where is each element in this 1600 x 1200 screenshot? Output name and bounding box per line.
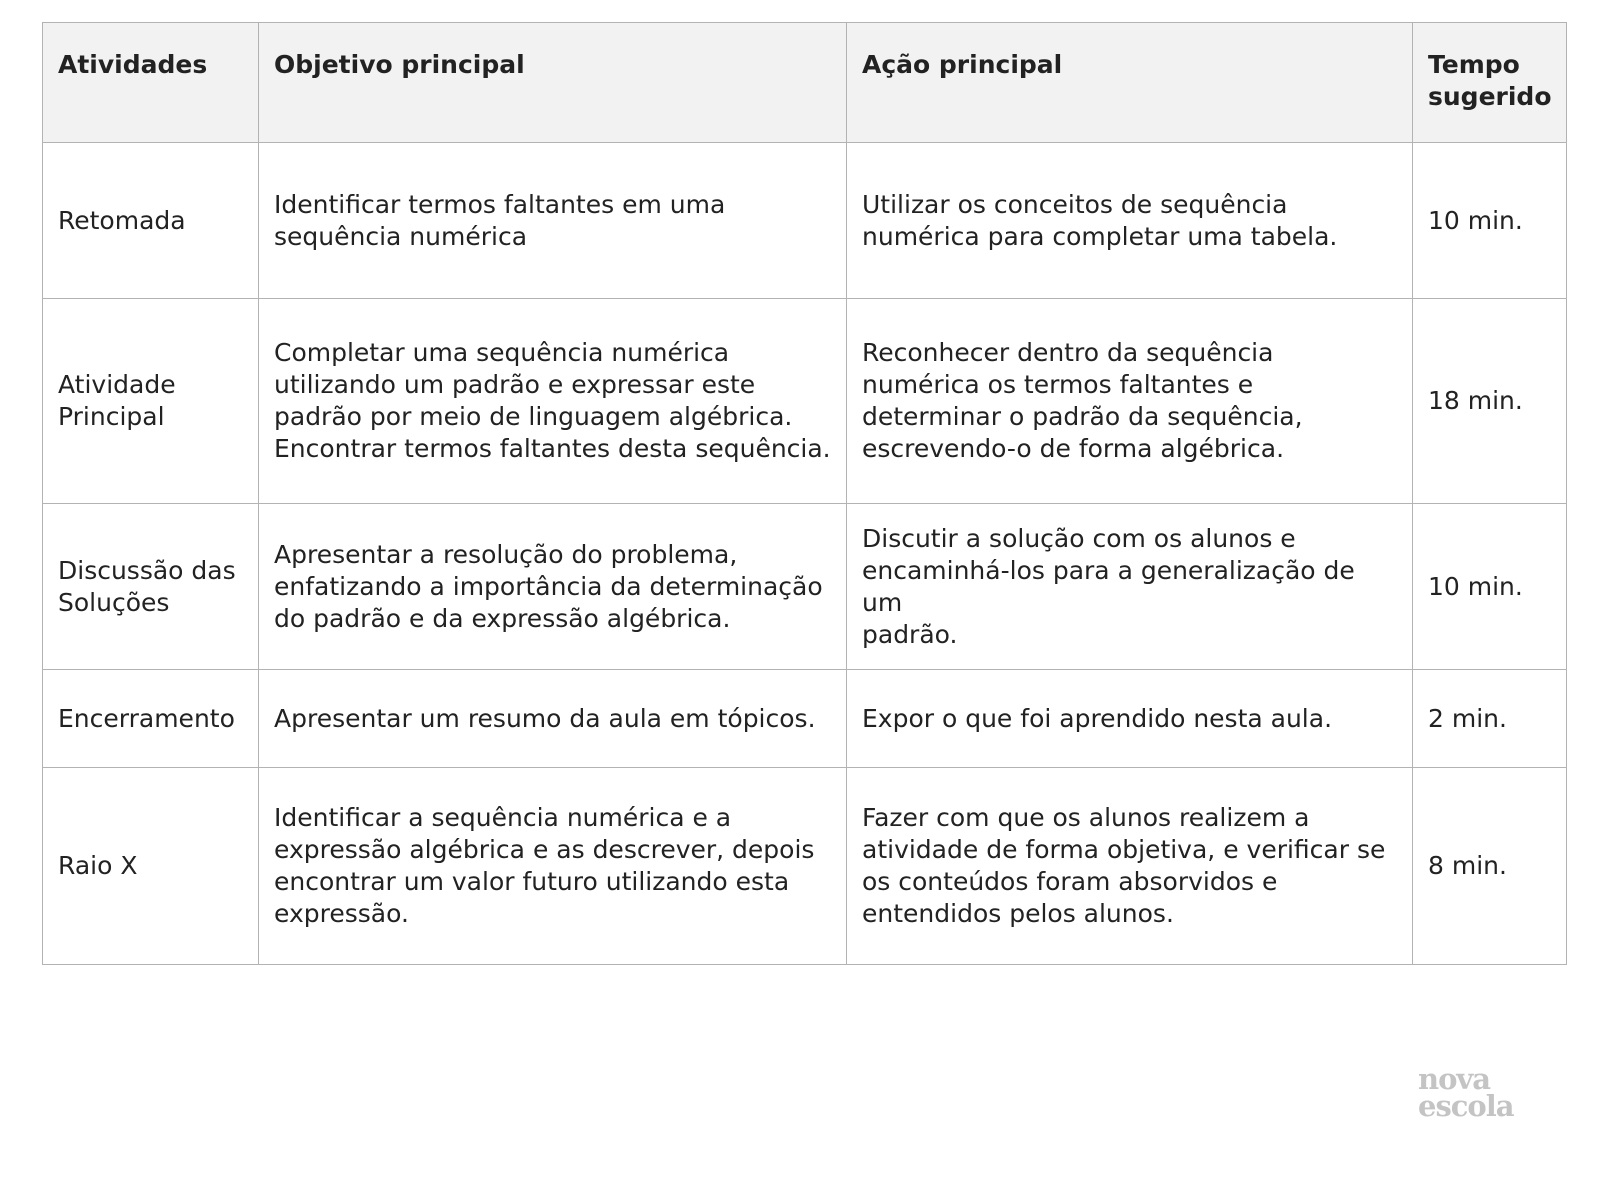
- logo-line-nova: nova: [1418, 1062, 1491, 1096]
- cell-tempo: 18 min.: [1413, 299, 1567, 504]
- cell-tempo: 8 min.: [1413, 768, 1567, 965]
- cell-acao: Expor o que foi aprendido nesta aula.: [847, 670, 1413, 768]
- table-header: [43, 23, 1567, 143]
- cell-objetivo: Identificar a sequência numérica e a expressão algébrica e as descrever, depois encontrar um valor futuro utilizando esta expressão.: [259, 768, 847, 965]
- lesson-plan-table: [42, 22, 1567, 965]
- header-row: [43, 23, 1567, 143]
- table-row: [43, 504, 1567, 670]
- cell-atividade: Encerramento: [43, 670, 259, 768]
- table-row: [43, 299, 1567, 504]
- cell-objetivo: Completar uma sequência numérica utilizando um padrão e expressar este padrão por meio de linguagem algébrica. Encontrar termos faltantes desta sequência.: [259, 299, 847, 504]
- table-row: [43, 768, 1567, 965]
- header-acao-principal: Ação principal: [847, 23, 1413, 143]
- cell-objetivo: Apresentar um resumo da aula em tópicos.: [259, 670, 847, 768]
- table-row: [43, 670, 1567, 768]
- cell-tempo: 2 min.: [1413, 670, 1567, 768]
- header-objetivo-principal: Objetivo principal: [259, 23, 847, 143]
- header-tempo-sugerido: Tempo sugerido: [1413, 23, 1567, 143]
- cell-acao: Fazer com que os alunos realizem a atividade de forma objetiva, e verificar se os conteúdos foram absorvidos e entendidos pelos alunos.: [847, 768, 1413, 965]
- cell-atividade: Retomada: [43, 143, 259, 299]
- header-atividades: Atividades: [43, 23, 259, 143]
- cell-acao: Utilizar os conceitos de sequência numérica para completar uma tabela.: [847, 143, 1413, 299]
- cell-acao: Discutir a solução com os alunos e encaminhá-los para a generalização de um padrão.: [847, 504, 1413, 670]
- cell-tempo: 10 min.: [1413, 504, 1567, 670]
- cell-atividade: Raio X: [43, 768, 259, 965]
- nova-escola-logo: [1418, 1062, 1538, 1123]
- cell-atividade: Discussão das Soluções: [43, 504, 259, 670]
- cell-atividade: Atividade Principal: [43, 299, 259, 504]
- cell-objetivo: Identificar termos faltantes em uma sequência numérica: [259, 143, 847, 299]
- logo-line-escola: escola: [1418, 1089, 1514, 1123]
- cell-acao: Reconhecer dentro da sequência numérica os termos faltantes e determinar o padrão da sequência, escrevendo-o de forma algébrica.: [847, 299, 1413, 504]
- cell-objetivo: Apresentar a resolução do problema, enfatizando a importância da determinação do padrão e da expressão algébrica.: [259, 504, 847, 670]
- table-row: [43, 143, 1567, 299]
- table-body: [43, 143, 1567, 965]
- cell-tempo: 10 min.: [1413, 143, 1567, 299]
